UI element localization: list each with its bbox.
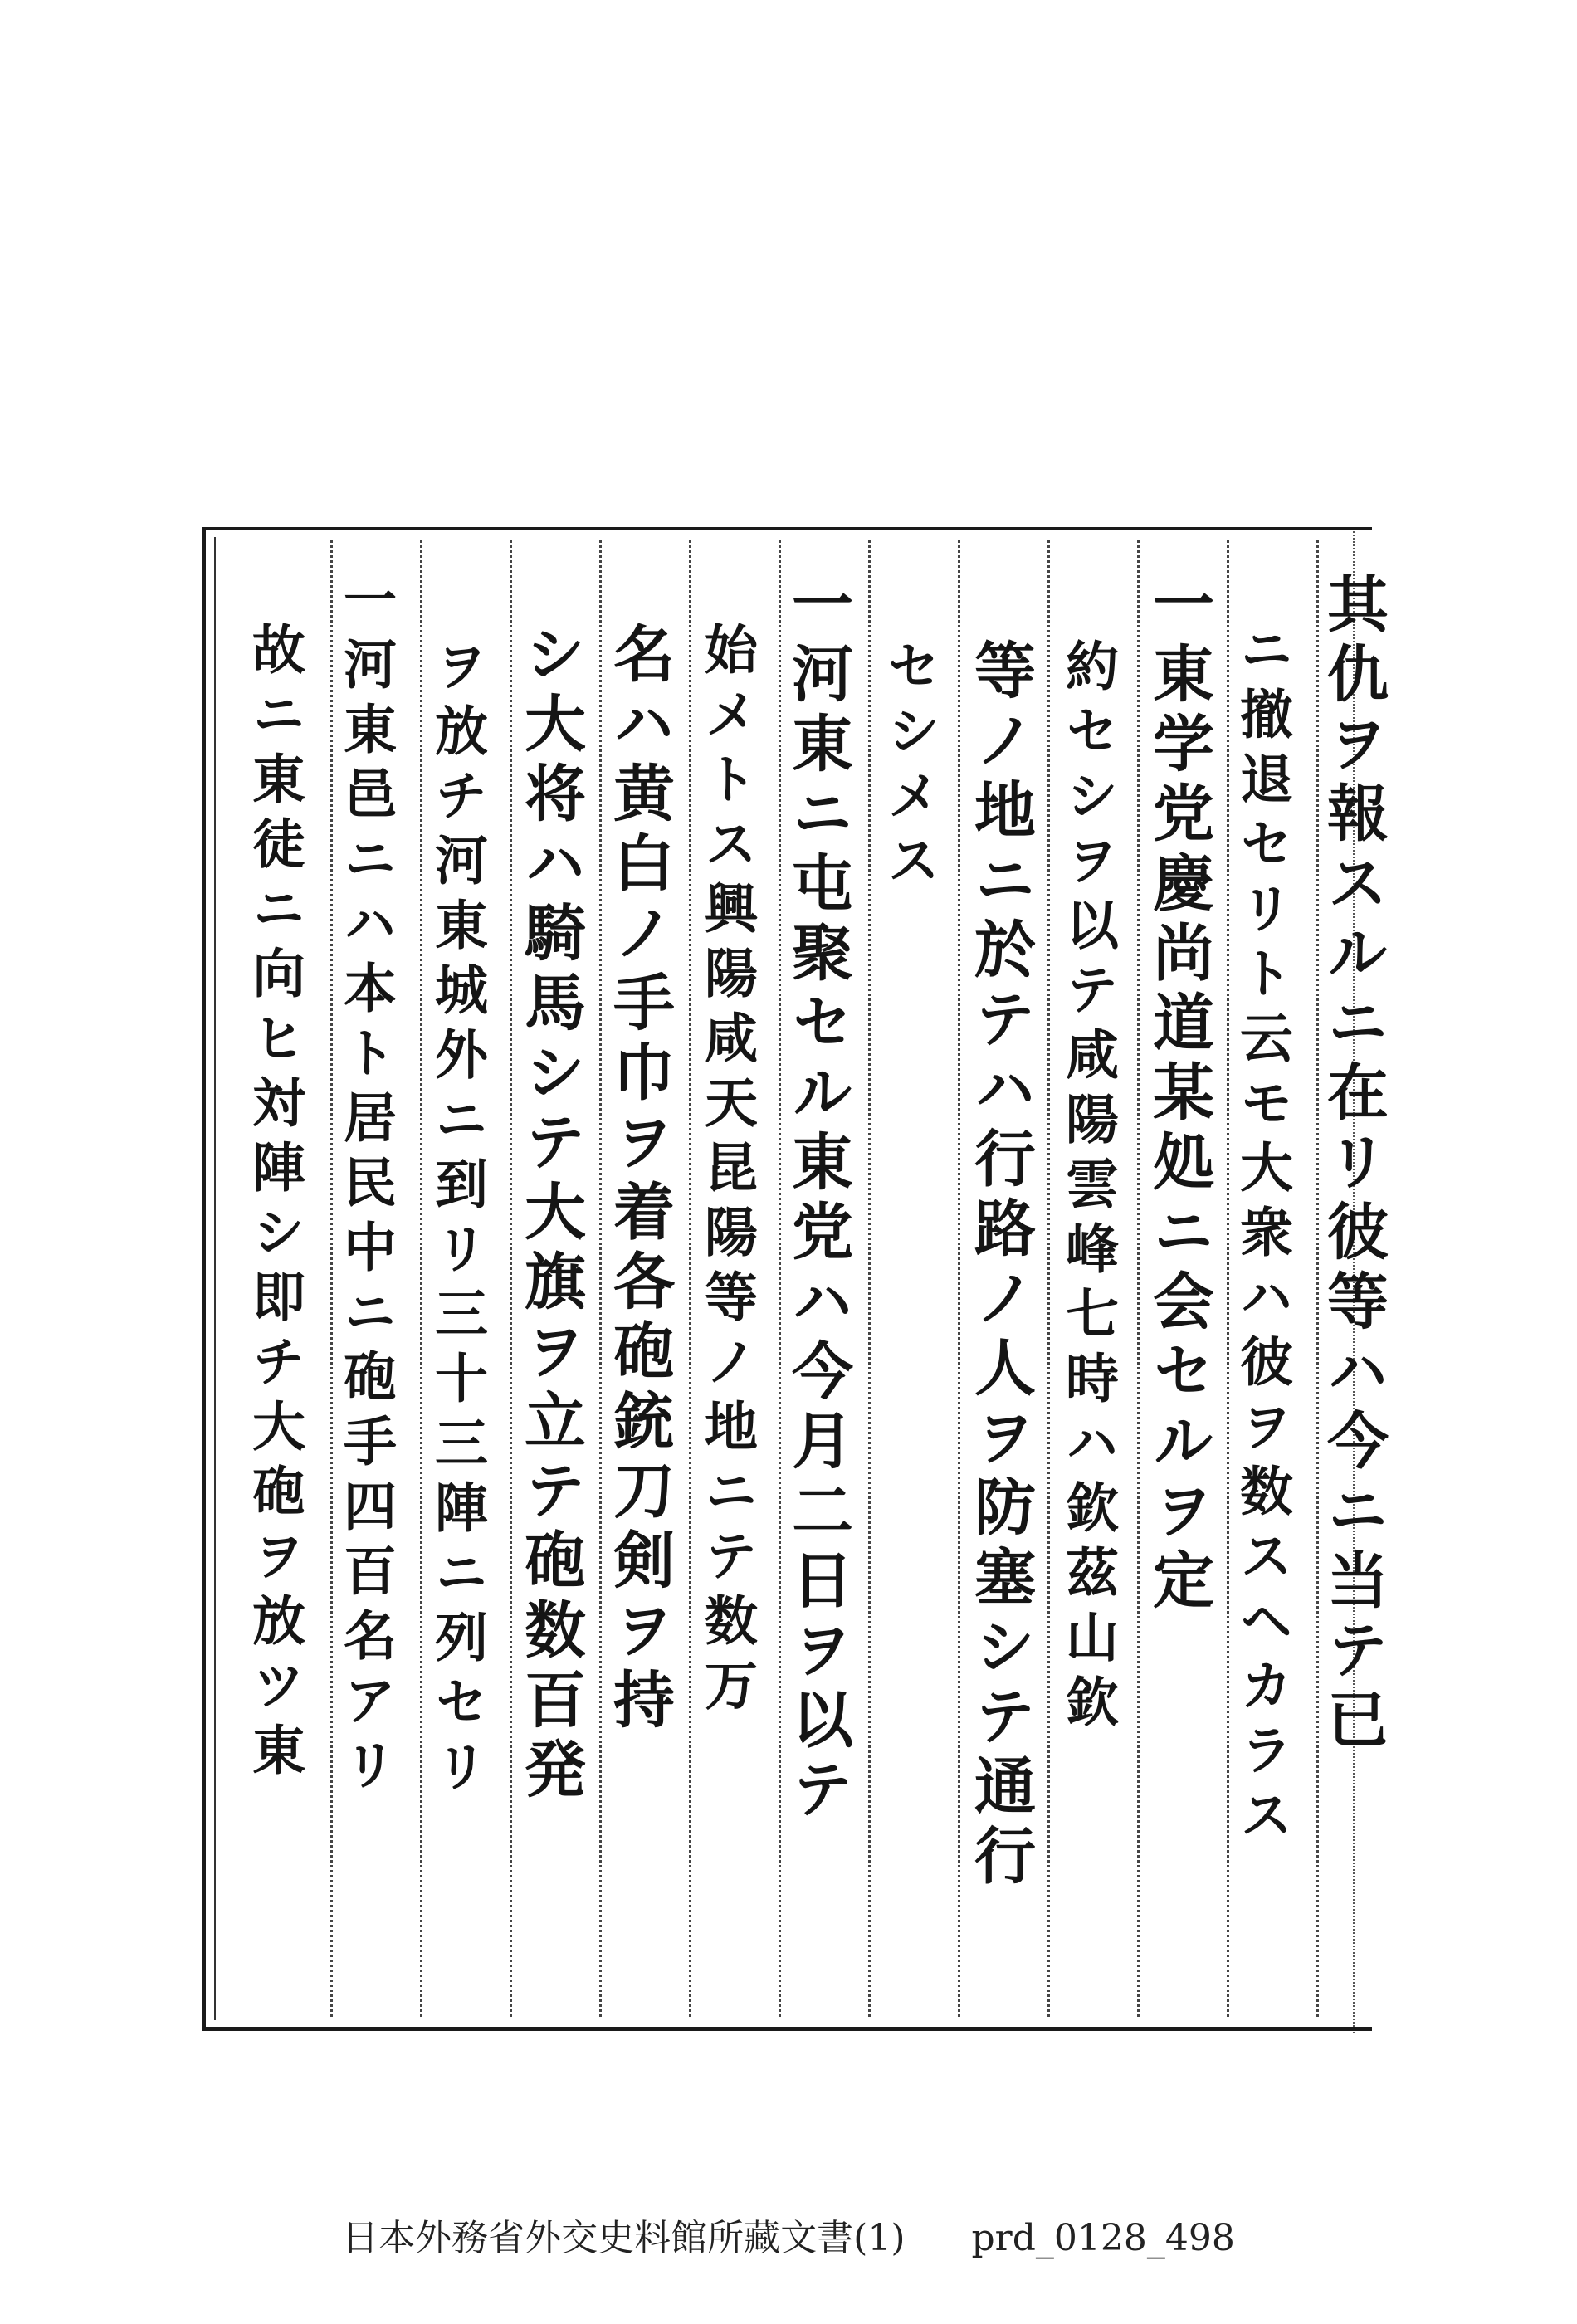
text-column-4: 約セシヲ以テ咸陽雲峰七時ハ欽茲山欽 [1057,638,1119,1739]
column-rule [599,540,602,2017]
column-rule [330,540,333,2017]
column-rule [689,540,691,2017]
column-rule [779,540,781,2017]
text-column-6: セシメス [878,638,940,897]
footer-caption [0,2208,1577,2261]
text-column-13: 故ニ東徒ニ向ヒ対陣シ即チ大砲ヲ放ツ東 [243,622,305,1787]
text-column-9: 名ハ黄白ノ手巾ヲ着各砲銃刀剣ヲ持 [603,622,675,1737]
text-column-1: 其仇ヲ報スルニ在リ彼等ハ今ニ当テ已 [1317,572,1389,1757]
manuscript-frame [202,527,1389,2031]
column-rule [1227,540,1229,2017]
column-rule [1137,540,1140,2017]
column-rule [420,540,422,2017]
text-column-3: 一東学党慶尚道某処ニ会セルヲ定 [1143,572,1214,1618]
footer-source: 日本外務省外交史料館所藏文書(1) [342,2217,906,2259]
column-rule [1047,540,1050,2017]
text-column-10: シ大将ハ騎馬シテ大旗ヲ立テ砲数百発 [515,622,586,1807]
text-column-7: 一河東ニ屯聚セル東党ハ今月二日ヲ以テ [782,572,853,1827]
text-column-8: 始メトス興陽咸天昆陽等ノ地ニテ数万 [696,622,758,1722]
column-rule [510,540,512,2017]
text-column-2: ニ撤退セリト云モ大衆ハ彼ヲ数スヘカラス [1231,622,1293,1852]
column-rule [868,540,871,2017]
text-column-5: 等ノ地ニ於テハ行路ノ人ヲ防塞シテ通行 [964,638,1036,1893]
column-rule [958,540,960,2017]
text-column-12: 一河東邑ニハ本ト居民中ニ砲手四百名アリ [334,572,397,1802]
text-column-11: ヲ放チ河東城外ニ到リ三十三陣ニ列セリ [426,638,488,1804]
footer-page-id: prd_0128_498 [971,2217,1235,2259]
